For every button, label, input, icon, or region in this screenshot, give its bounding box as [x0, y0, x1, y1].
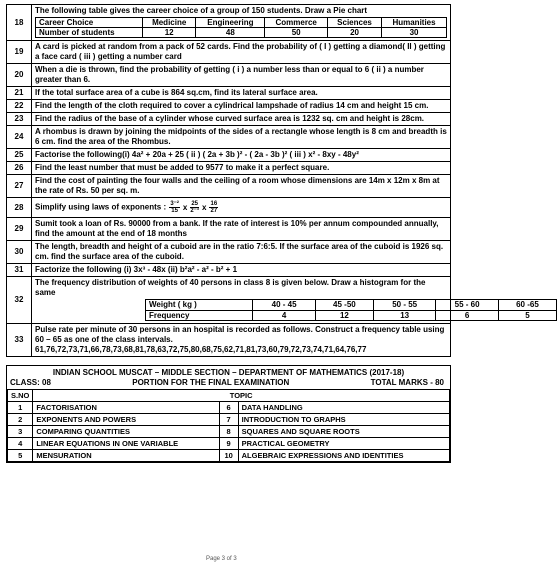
- question-row: [7, 218, 451, 241]
- fraction: [169, 201, 180, 214]
- question-text: [32, 277, 539, 323]
- question-number: 32: [7, 277, 32, 323]
- topic-row: [8, 413, 450, 425]
- question-line: Sumit took a loan of Rs. 90000 from a bank. If the rate of interest is 10% per annum compounded annually, find the amount at the end of 18 months: [35, 219, 439, 239]
- portion-subtitle: PORTION FOR THE FINAL EXAMINATION: [132, 377, 290, 387]
- topic-name: ALGEBRAIC EXPRESSIONS AND IDENTITIES: [238, 449, 449, 461]
- topic-header: TOPIC: [33, 389, 450, 401]
- question-row: [7, 264, 451, 277]
- topic-name: DATA HANDLING: [238, 401, 449, 413]
- expression-prefix: Simplify using laws of exponents :: [35, 202, 167, 212]
- expression: [35, 199, 447, 216]
- topics-table: [7, 389, 450, 462]
- question-row: [7, 5, 451, 41]
- table-value-cell: 50: [265, 28, 328, 38]
- table-value-cell: Number of students: [36, 28, 143, 38]
- table-value-cell: 13: [373, 310, 435, 320]
- table-header-cell: 55 - 60: [436, 300, 498, 310]
- question-line: A card is picked at random from a pack of 52 cards. Find the probability of ( I ) getting a diamond( II ) getting a face card ( iii ) getting a number card: [35, 42, 446, 62]
- topic-number: 5: [8, 449, 33, 461]
- topic-row: [8, 437, 450, 449]
- table-value-cell: Frequency: [146, 310, 253, 320]
- question-text: [32, 113, 451, 126]
- question-text: [32, 323, 451, 356]
- topic-number: 2: [8, 413, 33, 425]
- question-row: [7, 113, 451, 126]
- question-text: [32, 218, 451, 241]
- questions-table: [6, 4, 539, 357]
- question-number: 20: [7, 64, 32, 87]
- topics-header-row: [8, 389, 450, 401]
- topic-name: INTRODUCTION TO GRAPHS: [238, 413, 449, 425]
- question-text: [32, 87, 451, 100]
- question-row: [7, 241, 451, 264]
- topic-row: [8, 449, 450, 461]
- table-value-cell: 6: [436, 310, 498, 320]
- denominator: 15: [171, 208, 178, 215]
- question-number: 25: [7, 149, 32, 162]
- denominator: 2⁻³: [190, 208, 199, 215]
- total-marks: TOTAL MARKS - 80: [370, 377, 444, 387]
- question-line: 61,76,72,73,71,66,78,73,68,81,78,63,72,75,80,68,75,62,71,81,73,60,79,72,73,74,71,64,76,77: [35, 344, 367, 354]
- question-number: 23: [7, 113, 32, 126]
- question-text: [32, 241, 451, 264]
- question-number: 28: [7, 198, 32, 218]
- topic-name: LINEAR EQUATIONS IN ONE VARIABLE: [33, 437, 219, 449]
- question-row: [7, 323, 451, 356]
- question-number: 27: [7, 175, 32, 198]
- class-label: CLASS: 08: [10, 377, 51, 387]
- denominator: 27: [210, 208, 218, 215]
- question-number: 30: [7, 241, 32, 264]
- table-header-row: [36, 18, 447, 28]
- operator: x: [202, 202, 207, 212]
- question-text: [32, 149, 451, 162]
- topic-number: 1: [8, 401, 33, 413]
- fraction: [209, 201, 218, 214]
- question-line: The frequency distribution of weights of 40 persons in class 8 is given below. Draw a histogram for the same: [35, 278, 426, 298]
- data-table: [35, 17, 447, 38]
- question-row: [7, 87, 451, 100]
- topic-name: SQUARES AND SQUARE ROOTS: [238, 425, 449, 437]
- table-header-cell: Weight ( kg ): [146, 300, 253, 310]
- question-row: [7, 100, 451, 113]
- table-value-cell: 30: [382, 28, 447, 38]
- question-number: 24: [7, 126, 32, 149]
- question-row: [7, 149, 451, 162]
- portion-title: INDIAN SCHOOL MUSCAT – MIDDLE SECTION – DEPARTMENT OF MATHEMATICS (2017-18): [52, 367, 405, 377]
- question-line: Find the cost of painting the four walls and the ceiling of a room whose dimensions are 14m x 12m x 8m at the rate of Rs. 50 per sq. m.: [35, 176, 440, 196]
- topic-number: 9: [219, 437, 238, 449]
- topic-name: FACTORISATION: [33, 401, 219, 413]
- question-row: [7, 277, 451, 323]
- question-text: [32, 41, 451, 64]
- table-header-cell: 50 - 55: [373, 300, 435, 310]
- question-text: [32, 64, 451, 87]
- question-line: Factorise the following(i) 4a² + 20a + 25 ( ii ) ( 2a + 3b )² - ( 2a - 3b )² ( iii ) x² - 8xy - 48y²: [35, 150, 359, 160]
- worksheet-page: [6, 4, 539, 562]
- question-text: [32, 126, 451, 149]
- table-header-cell: Commerce: [265, 18, 328, 28]
- question-number: 26: [7, 162, 32, 175]
- question-line: The following table gives the career choice of a group of 150 students. Draw a Pie chart: [35, 6, 368, 15]
- portion-section: [6, 365, 451, 463]
- table-header-cell: Engineering: [196, 18, 265, 28]
- numerator: 3⁻²: [170, 201, 179, 208]
- table-header-cell: Career Choice: [36, 18, 143, 28]
- topic-number: 7: [219, 413, 238, 425]
- topic-number: 8: [219, 425, 238, 437]
- question-number: 33: [7, 323, 32, 356]
- table-value-cell: 20: [328, 28, 382, 38]
- question-row: [7, 198, 451, 218]
- table-value-cell: 4: [253, 310, 315, 320]
- fraction: [190, 201, 199, 214]
- data-table: [145, 299, 557, 320]
- question-line: Find the radius of the base of a cylinder whose curved surface area is 1232 sq. cm and height is 28cm.: [35, 114, 425, 124]
- topic-number: 6: [219, 401, 238, 413]
- table-header-cell: Sciences: [328, 18, 382, 28]
- question-number: 22: [7, 100, 32, 113]
- question-number: 31: [7, 264, 32, 277]
- question-number: 21: [7, 87, 32, 100]
- question-text: [32, 100, 451, 113]
- table-header-cell: Medicine: [142, 18, 195, 28]
- topic-row: [8, 425, 450, 437]
- question-line: Pulse rate per minute of 30 persons in an hospital is recorded as follows. Construct a frequency table using 60 – 65 as one of the class intervals.: [35, 324, 445, 344]
- topic-name: EXPONENTS AND POWERS: [33, 413, 219, 425]
- question-number: 29: [7, 218, 32, 241]
- topic-name: COMPARING QUANTITIES: [33, 425, 219, 437]
- topic-name: MENSURATION: [33, 449, 219, 461]
- question-row: [7, 64, 451, 87]
- numerator: 16: [210, 201, 218, 208]
- question-line: When a die is thrown, find the probability of getting ( i ) a number less than or equal to 6 ( ii ) a number greater than 6.: [35, 65, 424, 85]
- question-row: [7, 175, 451, 198]
- sno-header: S.NO: [8, 389, 33, 401]
- question-line: If the total surface area of a cube is 864 sq.cm, find its lateral surface area.: [35, 88, 318, 98]
- table-value-row: [146, 310, 557, 320]
- question-text: [32, 175, 451, 198]
- table-header-cell: 60 -65: [498, 300, 556, 310]
- table-value-cell: 5: [498, 310, 556, 320]
- numerator: 25: [191, 201, 199, 208]
- table-value-cell: 12: [315, 310, 373, 320]
- question-row: [7, 162, 451, 175]
- table-value-row: [36, 28, 447, 38]
- question-text: [32, 5, 451, 41]
- question-row: [7, 126, 451, 149]
- table-header-cell: 45 -50: [315, 300, 373, 310]
- question-number: 19: [7, 41, 32, 64]
- topic-row: [8, 401, 450, 413]
- question-line: Find the least number that must be added to 9577 to make it a perfect square.: [35, 163, 330, 173]
- operator: x: [182, 202, 188, 212]
- question-number: 18: [7, 5, 32, 41]
- question-row: [7, 41, 451, 64]
- table-header-cell: Humanities: [382, 18, 447, 28]
- question-line: A rhombus is drawn by joining the midpoints of the sides of a rectangle whose length is 8 cm and breadth is 6 cm. find the area of the Rhombus.: [35, 127, 447, 147]
- question-text: [32, 198, 451, 218]
- question-line: Find the length of the cloth required to cover a cylindrical lampshade of radius 14 cm and height 15 cm.: [35, 101, 429, 111]
- table-header-row: [146, 300, 557, 310]
- topic-name: PRACTICAL GEOMETRY: [238, 437, 449, 449]
- question-text: [32, 264, 451, 277]
- table-value-cell: 12: [142, 28, 195, 38]
- topic-number: 3: [8, 425, 33, 437]
- topic-number: 4: [8, 437, 33, 449]
- question-line: The length, breadth and height of a cuboid are in the ratio 7:6:5. If the surface area of the cuboid is 1926 sq. cm. find the surface area of the cuboid.: [35, 242, 444, 262]
- question-line: Factorize the following (i) 3x³ - 48x (ii) b²a² - a² - b² + 1: [35, 265, 238, 275]
- question-text: [32, 162, 451, 175]
- topic-number: 10: [219, 449, 238, 461]
- table-value-cell: 48: [196, 28, 265, 38]
- table-header-cell: 40 - 45: [253, 300, 315, 310]
- page-footer: Page 3 of 3: [206, 556, 237, 562]
